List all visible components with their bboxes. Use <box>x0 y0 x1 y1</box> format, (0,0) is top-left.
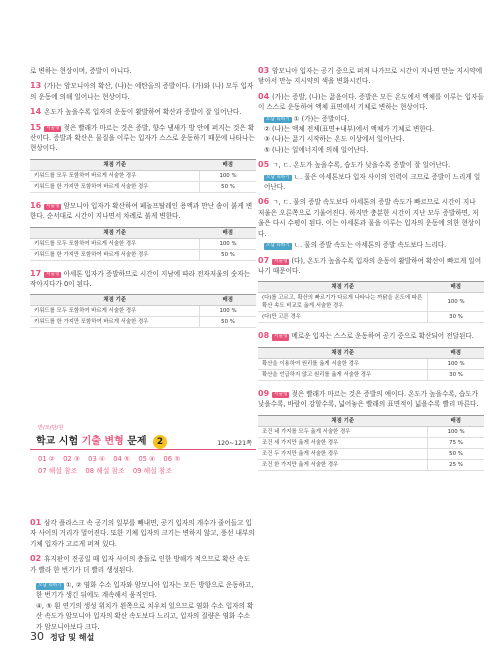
scoring-table-17: 채점 기준 배점 키워드를 모두 포함하여 바르게 서술한 경우 100 % 키워드를 한 가지만 포함하여 바르게 서술한 경우 50 % <box>30 294 256 328</box>
question-number: 14 <box>30 107 42 117</box>
answer-04-hints: 오답 피하기 ① (가)는 증발이다. ② (나)는 액체 전체(표면+내부)에서 액체가 기체로 변한다. ③ (나)는 끓기 시작하는 온도 이상에서 일어난다. ⑤ (나)는 일에너지에 의해 일어난다. <box>264 114 435 154</box>
answer-06: 06 ㄱ, ㄷ. 물의 증발 속도보다 아세톤의 증발 속도가 빠르므로 시간이 지나 저울은 오른쪽으로 기울어진다. 하지만 충분한 시간이 지난 모두 증발하면, 저울은 다시 수평이 된다. 이는 아세톤과 물을 이루는 입자의 운동에 의한 현상이다. <box>258 197 481 238</box>
hint-badge: 오답 피하기 <box>38 583 62 589</box>
exam-section-header <box>30 418 256 506</box>
section-title: 학교 시험 기출 변형 문제 2 <box>36 432 167 449</box>
answer-row: 01 ② 02 ③ 03 ④ 04 ⑤ 05 ④ 06 ⑤ <box>38 455 181 463</box>
section-tag: 반/모/단/원 <box>38 425 64 431</box>
scoring-table-09: 채점 기준 배점 조건 네 가지를 모두 옳게 서술한 경우 100 % 조건 세 가지만 옳게 서술한 경우 75 % 조건 두 가지만 옳게 서술한 경우 50 % 조건 한 가지만 옳게 서술한 경우 25 % <box>258 415 484 471</box>
answer-05-hint: 오답 피하기 ㄴ. 물은 아세톤보다 입자 사이의 인력이 크므로 증발이 느리게 일어난다. <box>264 172 481 192</box>
answer-02: 02 휴지판이 진공일 때 입자 사이의 충돌로 인한 방해가 적으므로 확산 속도가 빨라 한 번기가 더 빨리 생성된다. <box>30 554 250 574</box>
table-row: 확산을 언급하지 않고 원리를 옳게 서술한 경우 30 % <box>258 369 484 380</box>
table-row: 키워드를 모두 포함하여 바르게 서술한 경우 100 % <box>30 170 256 181</box>
table-row: 키워드를 모두 포함하여 바르게 서술한 경우 100 % <box>30 238 256 249</box>
answer-02-sub: ④, ⑤ 흰 연기의 생성 위치가 왼쪽으로 치우쳐 있으므로 염화 수소 입자의 확산 속도가 암모니아 입자의 확산 속도보다 느리고, 입자의 질량은 염화 수소가 암모니아보다 크다. <box>36 601 254 631</box>
answer-17: 17 서술형 아세톤 입자가 증발하므로 시간이 지남에 따라 전자저울의 숫자는 작아지다가 0이 된다. <box>30 268 251 289</box>
answer-05: 05 ㄱ, ㄷ. 온도가 높을수록, 습도가 낮을수록 증발이 잘 일어난다. <box>258 160 451 170</box>
table-row: 키워드를 모두 포함하여 바르게 서술한 경우 100 % <box>30 306 256 317</box>
question-number: 02 <box>30 554 42 564</box>
answer-key <box>38 453 238 477</box>
table-row: 키워드를 한 가지만 포함하여 바르게 서술한 경우 50 % <box>30 181 256 192</box>
question-number: 17 <box>30 268 42 278</box>
table-row: (다)를 고르고, 확산의 빠르기가 다르게 나타나는 까닭을 온도에 따른 확산 속도 비교로 옳게 서술한 경우 100 % <box>258 293 484 312</box>
essay-badge: 서술형 <box>274 258 288 264</box>
table-row: 조건 한 가지만 옳게 서술한 경우 25 % <box>258 459 484 470</box>
scoring-table-07: 채점 기준 배점 (다)를 고르고, 확산의 빠르기가 다르게 나타나는 까닭을 온도에 따른 확산 속도 비교로 옳게 서술한 경우 100 % (다)만 고른 경우 30 % <box>258 281 484 323</box>
left-bottom-answers <box>30 518 256 637</box>
question-number: 01 <box>30 518 42 527</box>
scoring-table-15: 채점 기준 배점 키워드를 모두 포함하여 바르게 서술한 경우 100 % 키워드를 한 가지만 포함하여 바르게 서술한 경우 50 % <box>30 159 256 193</box>
scoring-table-16: 채점 기준 배점 키워드를 모두 포함하여 바르게 서술한 경우 100 % 키워드를 한 가지만 포함하여 바르게 서술한 경우 50 % <box>30 227 256 261</box>
answer-03: 03 암모니아 입자는 공기 중으로 퍼져 나가므로 시간이 지나면 만능 지시약에 닿아서 만능 지시약의 색을 변화시킨다. <box>258 66 483 86</box>
answer-01: 01 삼각 플라스크 속 공기의 일부를 빼내면, 공기 입자의 개수가 줄어들고 입자 사이의 거리가 멀어진다. 또한 기체 입자의 크기는 변하지 않고, 풍선 내부의 기체 입자가 고르게 퍼져 있다. <box>30 518 255 548</box>
section-number-badge: 2 <box>153 435 167 449</box>
answer-07: 07 서술형 (다), 온도가 높을수록 입자의 운동이 활발하여 확산이 빠르게 일어나기 때문이다. <box>258 255 482 275</box>
table-row: 확산을 이용하여 원리를 옳게 서술한 경우 100 % <box>258 358 484 369</box>
footer-label: 정답 및 해설 <box>50 633 95 642</box>
question-number: 15 <box>30 122 42 132</box>
table-row: 조건 네 가지를 모두 옳게 서술한 경우 100 % <box>258 426 484 437</box>
question-number: 06 <box>258 197 270 207</box>
answer-02-sub: 오답 피하기 ①, ② 염화 수소 입자와 암모니아 입자는 모든 방향으로 운동하고, 한 번기가 생긴 뒤에도 계속해서 움직인다. <box>36 581 254 600</box>
answer-06-hint: 오답 피하기 ㄴ. 물의 증발 속도는 아세톤의 증발 속도보다 느리다. <box>266 241 447 250</box>
essay-badge: 서술형 <box>274 334 288 340</box>
question-number: 08 <box>258 331 270 341</box>
divider <box>30 449 256 450</box>
question-number: 05 <box>258 160 270 170</box>
essay-badge: 서술형 <box>46 203 60 209</box>
answer-14: 14 온도가 높을수록 입자의 운동이 활발하여 확산과 증발이 잘 일어난다. <box>30 107 242 117</box>
essay-badge: 서술형 <box>46 271 60 277</box>
hint-badge: 오답 피하기 <box>266 116 290 122</box>
answer-09: 09 서술형 젖은 빨래가 마르는 것은 증발의 예이다. 온도가 높을수록, 습도가 낮을수록, 바람이 강할수록, 넓어놓은 빨래의 표면적이 넓을수록 빨리 마른다. <box>258 388 479 409</box>
answer-08: 08 서술형 메로운 입자는 스스로 운동하여 공기 중으로 확산되어 전달된다. <box>258 331 474 341</box>
essay-badge: 서술형 <box>274 391 288 397</box>
scoring-table-08: 채점 기준 배점 확산을 이용하여 원리를 옳게 서술한 경우 100 % 확산을 언급하지 않고 원리를 옳게 서술한 경우 30 % <box>258 347 484 381</box>
left-column <box>30 66 256 336</box>
question-number: 04 <box>258 91 270 101</box>
table-row: 키워드를 한 가지만 포함하여 바르게 서술한 경우 50 % <box>30 249 256 260</box>
answer-row: 07 해설 참조 08 해설 참조 09 해설 참조 <box>38 467 173 475</box>
page-footer <box>30 630 94 643</box>
question-number: 03 <box>258 66 270 75</box>
answer-04: 04 (가)는 증발, (나)는 끓음이다. 증발은 모든 온도에서 액체를 이루는 입자들이 스스로 운동하여 액체 표면에서 기체로 변하는 현상이다. <box>258 91 484 112</box>
intro-text: 로 변하는 현상이며, 증발이 아니다. <box>30 67 132 75</box>
table-row: 조건 세 가지만 옳게 서술한 경우 75 % <box>258 437 484 448</box>
question-number: 09 <box>258 388 270 398</box>
essay-badge: 서술형 <box>46 125 60 131</box>
answer-15: 15 서술형 젖은 빨래가 마르는 것은 증발, 향수 냄새가 방 안에 퍼지는 것은 확산이다. 증발과 확산은 물질을 이루는 입자가 스스로 운동하기 때문에 나타나는 현상이다. <box>30 122 255 153</box>
hint-badge: 오답 피하기 <box>266 243 290 249</box>
question-number: 07 <box>258 255 270 265</box>
page-range: 120~121쪽 <box>217 440 252 447</box>
hint-badge: 오답 피하기 <box>266 174 290 180</box>
question-number: 16 <box>30 200 42 210</box>
table-row: 키워드를 한 가지만 포함하여 바르게 서술한 경우 50 % <box>30 317 256 328</box>
answer-13: 13 (가)는 암모니아의 확산, (나)는 에탄올의 증발이다. (가)와 (나) 모두 입자의 운동에 의해 일어나는 현상이다. <box>30 81 254 101</box>
table-row: 조건 두 가지만 옳게 서술한 경우 50 % <box>258 448 484 459</box>
answer-16: 16 서술형 암모니아 입자가 확산하여 페놀프탈레인 용액과 만난 솜이 붉게 변한다. 순서대로 시간이 지나면서 차례로 붉게 변한다. <box>30 200 253 221</box>
right-column <box>258 66 484 479</box>
page-number: 30 <box>30 630 44 643</box>
question-number: 13 <box>30 81 42 91</box>
table-row: (다)만 고른 경우 30 % <box>258 312 484 323</box>
